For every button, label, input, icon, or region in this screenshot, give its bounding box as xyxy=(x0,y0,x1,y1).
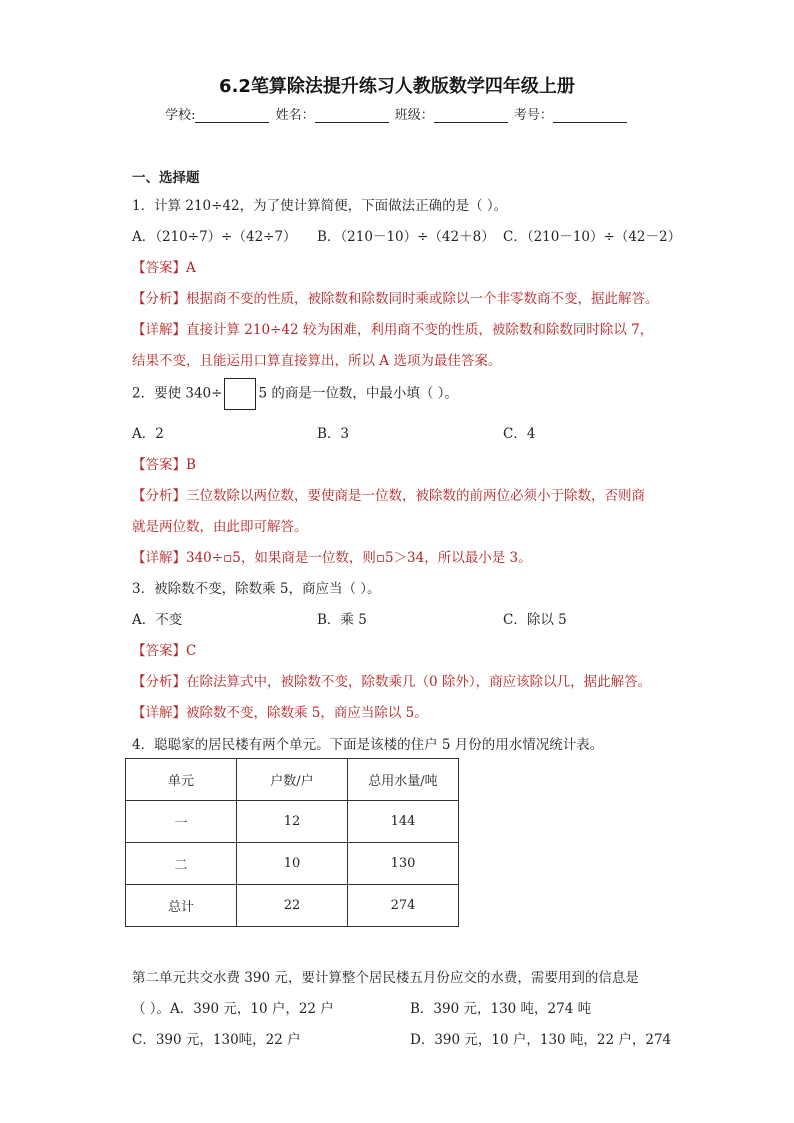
q1-option-c: C．（210－10）÷（42－2） xyxy=(503,229,682,245)
q2-answer: 【答案】B xyxy=(132,457,196,473)
q4-option-b: B．390 元，130 吨，274 吨 xyxy=(410,1001,592,1017)
q1-analysis: 【分析】根据商不变的性质，被除数和除数同时乘或除以一个非零数商不变，据此解答。 xyxy=(132,291,659,307)
q1-detail-line2: 结果不变，且能运用口算直接算出，所以 A 选项为最佳答案。 xyxy=(132,353,502,369)
q4-option-c: C．390 元，130吨，22 户 xyxy=(132,1032,301,1048)
exam-blank[interactable] xyxy=(553,110,627,123)
q3-option-a: A．不变 xyxy=(132,612,183,628)
q1-option-a: A．（210÷7）÷（42÷7） xyxy=(132,229,297,245)
q3-stem: 3．被除数不变，除数乘 5，商应当（ ）。 xyxy=(132,581,381,597)
q2-stem-post: 5 的商是一位数，中最小填（ ）。 xyxy=(258,385,458,402)
name-label: 姓名： xyxy=(275,108,315,123)
q2-option-c: C．4 xyxy=(503,426,536,442)
q2-option-b: B．3 xyxy=(317,426,350,442)
table-row xyxy=(126,885,459,927)
q4-option-d: D．390 元，10 户，130 吨，22 户，274 xyxy=(410,1032,672,1048)
class-blank[interactable] xyxy=(434,110,508,123)
name-blank[interactable] xyxy=(315,110,389,123)
table-cell: 22 xyxy=(237,885,348,927)
table-cell: 10 xyxy=(237,843,348,885)
q3-answer: 【答案】C xyxy=(132,643,197,659)
table-header-row xyxy=(126,759,459,801)
q2-detail: 【详解】340÷▫5，如果商是一位数，则▫5＞34，所以最小是 3。 xyxy=(132,550,532,566)
table-cell: 总计 xyxy=(126,885,237,927)
table-header-cell: 户数/户 xyxy=(237,759,348,801)
table-cell: 130 xyxy=(348,843,459,885)
q1-option-b: B．（210－10）÷（42＋8） xyxy=(317,229,495,245)
school-blank[interactable] xyxy=(195,110,269,123)
q4-stem: 4．聪聪家的居民楼有两个单元。下面是该楼的住户 5 月份的用水情况统计表。 xyxy=(132,737,604,753)
q2-stem-pre: 2．要使 340÷ xyxy=(132,385,223,402)
q3-option-c: C．除以 5 xyxy=(503,612,567,628)
table-cell: 一 xyxy=(126,801,237,843)
school-label: 学校: xyxy=(165,108,196,123)
page-title: 6.2笔算除法提升练习人教版数学四年级上册 xyxy=(219,76,575,97)
table-cell: 12 xyxy=(237,801,348,843)
student-info-line xyxy=(0,104,794,123)
class-label: 班级： xyxy=(394,108,434,123)
q4-text-line2: （ ）。A．390 元，10 户，22 户 xyxy=(132,1001,334,1017)
table-row xyxy=(126,801,459,843)
q1-detail-line1: 【详解】直接计算 210÷42 较为困难，利用商不变的性质，被除数和除数同时除以 7， xyxy=(132,322,654,338)
q2-blank-box[interactable] xyxy=(224,378,256,410)
table-header-cell: 单元 xyxy=(126,759,237,801)
table-cell: 274 xyxy=(348,885,459,927)
q2-analysis-line2: 就是两位数，由此即可解答。 xyxy=(132,519,308,535)
q1-answer: 【答案】A xyxy=(132,260,196,276)
q3-option-b: B．乘 5 xyxy=(317,612,367,628)
q2-analysis-line1: 【分析】三位数除以两位数，要使商是一位数，被除数的前两位必须小于除数，否则商 xyxy=(132,488,645,504)
q2-stem xyxy=(132,378,458,410)
q1-stem: 1．计算 210÷42，为了使计算简便，下面做法正确的是（ ）。 xyxy=(132,198,508,214)
table-cell: 二 xyxy=(126,843,237,885)
q3-analysis: 【分析】在除法算式中，被除数不变，除数乘几（0 除外），商应该除以几，据此解答。 xyxy=(132,674,652,690)
q3-detail: 【详解】被除数不变，除数乘 5，商应当除以 5。 xyxy=(132,705,428,721)
q4-text-line1: 第二单元共交水费 390 元，要计算整个居民楼五月份应交的水费，需要用到的信息是 xyxy=(132,970,639,986)
water-usage-table xyxy=(125,758,459,927)
exam-label: 考号： xyxy=(513,108,553,123)
table-row xyxy=(126,843,459,885)
q2-option-a: A．2 xyxy=(132,426,164,442)
section-title: 一、选择题 xyxy=(132,170,200,186)
table-cell: 144 xyxy=(348,801,459,843)
table-header-cell: 总用水量/吨 xyxy=(348,759,459,801)
